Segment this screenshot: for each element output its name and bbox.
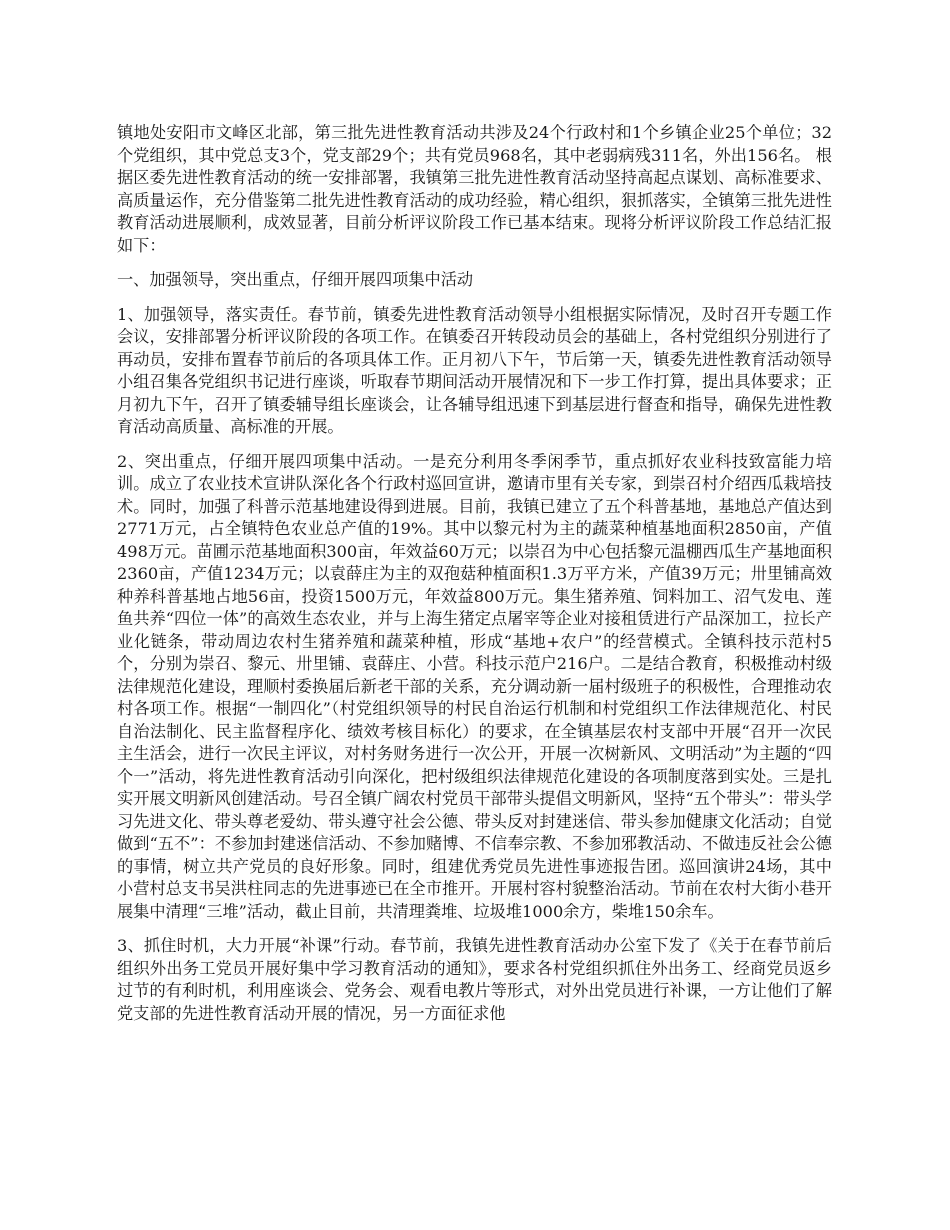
intro-paragraph: 镇地处安阳市文峰区北部，第三批先进性教育活动共涉及24个行政村和1个乡镇企业25个单位；32个党组织，其中党总支3个，党支部29个；共有党员968名，其中老弱病残311名，外出156名。 根据区委先进性教育活动的统一安排部署，我镇第三批先进性教育活动坚持高起点谋划、高标准要求、高质量运作，充分借鉴第二批先进性教育活动的成功经验，精心组织，狠抓落实，全镇第三批先进性教育活动进展顺利，成效显著，目前分析评议阶段工作已基本结束。现将分析评议阶段工作总结汇报如下： <box>117 123 832 255</box>
body-paragraph: 3、抓住时机，大力开展“补课”行动。春节前，我镇先进性教育活动办公室下发了《关于在春节前后组织外出务工党员开展好集中学习教育活动的通知》，要求各村党组织抓住外出务工、经商党员返乡过节的有利时机，利用座谈会、党务会、观看电教片等形式，对外出党员进行补课，一方让他们了解党支部的先进性教育活动开展的情况，另一方面征求他 <box>117 936 832 1023</box>
body-paragraph: 1、加强领导，落实责任。春节前，镇委先进性教育活动领导小组根据实际情况，及时召开专题工作会议，安排部署分析评议阶段的各项工作。在镇委召开转段动员会的基础上，各村党组织分别进行了再动员，安排布置春节前后的各项具体工作。正月初八下午，节后第一天，镇委先进性教育活动领导小组召集各党组织书记进行座谈，听取春节期间活动开展情况和下一步工作打算，提出具体要求；正月初九下午，召开了镇委辅导组长座谈会，让各辅导组迅速下到基层进行督查和指导，确保先进性教育活动高质量、高标准的开展。 <box>117 304 832 436</box>
body-paragraph: 2、突出重点，仔细开展四项集中活动。一是充分利用冬季闲季节，重点抓好农业科技致富能力培训。成立了农业技术宣讲队深化各个行政村巡回宣讲，邀请市里有关专家，到崇召村介绍西瓜栽培技术。同时，加强了科普示范基地建设得到进展。目前，我镇已建立了五个科普基地，基地总产值达到2771万元，占全镇特色农业总产值的19%。其中以黎元村为主的蔬菜种植基地面积2850亩，产值498万元。苗圃示范基地面积300亩，年效益60万元；以崇召为中心包括黎元温棚西瓜生产基地面积2360亩，产值1234万元；以袁薛庄为主的双孢菇种植面积1.3万平方米，产值39万元；卅里铺高效种养科普基地占地56亩，投资1500万元，年效益800万元。集生猪养殖、饲料加工、沼气发电、莲鱼共养“四位一体”的高效生态农业，并与上海生猪定点屠宰等企业对接租赁进行产品深加工，拉长产业化链条，带动周边农村生猪养殖和蔬菜种植，形成“基地+农户”的经营模式。全镇科技示范村5个，分别为崇召、黎元、卅里铺、袁薛庄、小营。科技示范户216户。二是结合教育，积极推动村级法律规范化建设，理顺村委换届后新老干部的关系，充分调动新一届村级班子的积极性，合理推动农村各项工作。根据“一制四化”（村党组织领导的村民自治运行机制和村党组织工作法律规范化、村民自治法制化、民主监督程序化、绩效考核目标化）的要求，在全镇基层农村支部中开展“召开一次民主生活会，进行一次民主评议，对村务财务进行一次公开，开展一次树新风、文明活动”为主题的“四个一”活动，将先进性教育活动引向深化，把村级组织法律规范化建设的各项制度落到实处。三是扎实开展文明新风创建活动。号召全镇广阔农村党员干部带头提倡文明新风，坚持“五个带头”：带头学习先进文化、带头尊老爱幼、带头遵守社会公德、带头反对封建迷信、带头参加健康文化活动；自觉做到“五不”：不参加封建迷信活动、不参加赌博、不信奉宗教、不参加邪教活动、不做违反社会公德的事情，树立共产党员的良好形象。同时，组建优秀党员先进性事迹报告团。巡回演讲24场，其中小营村总支书吴洪柱同志的先进事迹已在全市推开。开展村容村貌整治活动。节前在农村大街小巷开展集中清理“三堆”活动，截止目前，共清理粪堆、垃圾堆1000余方，柴堆150余车。 <box>117 451 832 921</box>
section-heading: 一、加强领导，突出重点，仔细开展四项集中活动 <box>117 270 474 289</box>
document-body <box>117 122 832 1037</box>
